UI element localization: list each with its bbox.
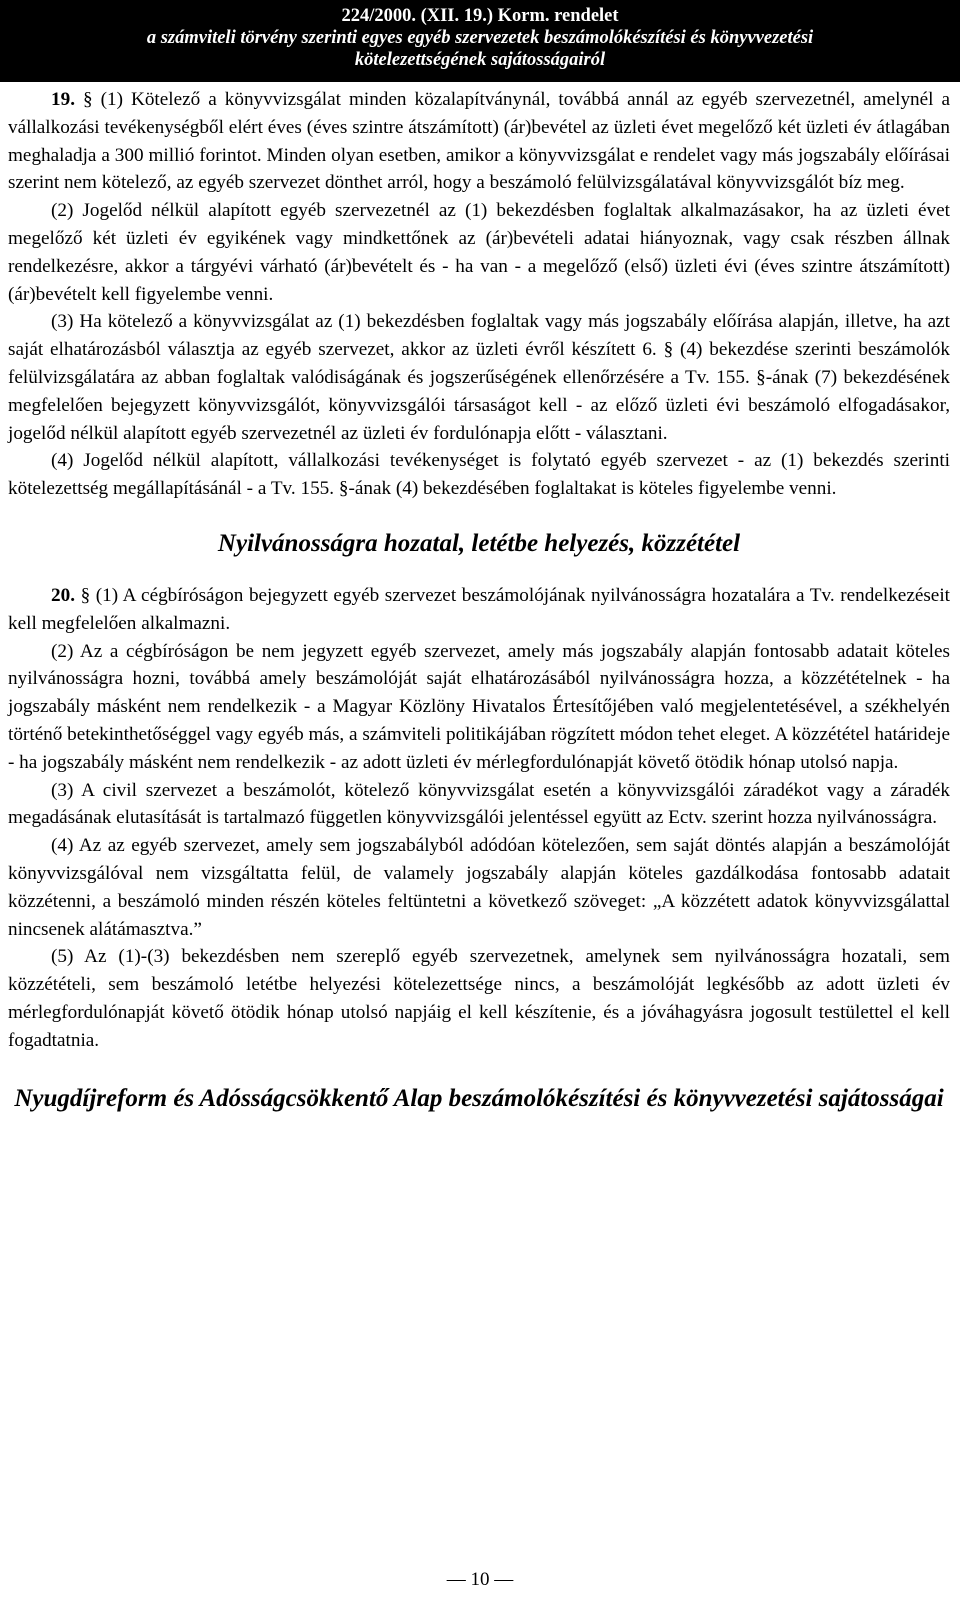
section-heading: Nyilvánosságra hozatal, letétbe helyezés, közzététel [217,529,741,557]
header-title: 224/2000. (XII. 19.) Korm. rendelet [341,6,619,26]
section-number: 20. [51,584,75,606]
section-20-paragraph-4: (4) Az az egyéb szervezet, amely sem jogszabályból adódóan kötelezően, sem saját döntés alapján a beszámolóját könyvvizsgálóval nem vizsgáltatta felül, de valamely jogszabály alapján köteles gazdálkodása fontosabb adatait közzétenni, a beszámoló minden részén köteles feltüntetni a következő szöveget: „A közzétett adatok könyvvizsgálattal nincsenek alátámasztva.” [8,835,950,940]
section-20-paragraph-2: (2) Az a cégbíróságon be nem jegyzett egyéb szervezet, amely más jogszabály alapján fontosabb adatait köteles nyilvánosságra hozni, továbbá amely beszámolóját saját elhatározásából nyilvánosságra hozza, a közzétételnek - ha jogszabály másként nem rendelkezik - a Magyar Közlöny Hivatalos Értesítőjében való megjelentetésével, a székhelyén történő betekinthetőséggel vagy egyéb más, a számviteli politikájában rögzített módon tehet eleget. A közzététel határideje - ha jogszabály másként nem rendelkezik - az adott üzleti év mérlegfordulónapját követő ötödik hónap utolsó napja. [8,640,950,773]
section-19-paragraph-2: (2) Jogelőd nélkül alapított egyéb szervezetnél az (1) bekezdésben foglaltak alkalmazásakor, ha az üzleti évet megelőző két üzleti év egyikének vagy mindkettőnek az (ár)bevételi adatai hiányoznak, vagy csak részben állnak rendelkezésre, akkor a tárgyévi várható (ár)bevételt és - ha van - a megelőző (első) üzleti évi (éves szintre átszámított) (ár)bevételt kell figyelembe venni. [8,200,950,305]
section-19-paragraph-4: (4) Jogelőd nélkül alapított, vállalkozási tevékenységet is folytató egyéb szervezet - az (1) bekezdés szerinti kötelezettség megállapításánál - a Tv. 155. §-ának (4) bekezdésében foglaltakat is köteles figyelembe venni. [8,450,950,500]
section-heading: Nyugdíjreform és Adósságcsökkentő Alap beszámolókészítési és könyvvezetési sajátosságai [14,1084,944,1112]
document-body [8,86,950,1116]
section-number: 19. [51,89,75,110]
paragraph-text: § (1) Kötelező a könyvvizsgálat minden közalapítványnál, továbbá annál az egyéb szervezetnél, amelynél a vállalkozási tevékenységből elért éves (éves szintre átszámított) (ár)bevétel az üzleti évet megelőző két üzleti év átlagában meghaladja a 300 millió forintot. Minden olyan esetben, amikor a könyvvizsgálat e rendelet vagy más jogszabály előírásai szerint nem kötelező, az egyéb szervezet dönthet arról, hogy a beszámoló felülvizsgálatával könyvvizsgálót bíz meg. [8,89,950,194]
section-20-paragraph-3: (3) A civil szervezet a beszámolót, kötelező könyvvizsgálat esetén a könyvvizsgálói záradékot vagy a záradék megadásának elutasítását is tartalmazó független könyvvizsgálói jelentéssel együtt az Ectv. szerint hozza nyilvánosságra. [8,779,950,829]
section-19-paragraph-3: (3) Ha kötelező a könyvvizsgálat az (1) bekezdésben foglaltak vagy más jogszabály előírása alapján, illetve, ha azt saját elhatározásból választja az egyéb szervezet, akkor az üzleti évről készített 6. § (4) bekezdése szerinti beszámolók felülvizsgálatára az abban foglaltak valódiságának és jogszerűségének ellenőrzésére a Tv. 155. §-ának (7) bekezdésének megfelelően bejegyzett könyvvizsgálót, könyvvizsgálói társaságot kell - az előző üzleti évi beszámoló elfogadásakor, jogelőd nélkül alapított egyéb szervezetnél az üzleti év fordulónapja előtt - választani. [8,311,950,444]
running-header [0,0,960,82]
page-number: — 10 — [446,1569,514,1590]
header-subtitle-line-1: a számviteli törvény szerinti egyes egyéb szervezetek beszámolókészítési és könyvvezetési [146,28,814,48]
paragraph-text: § (1) A cégbíróságon bejegyzett egyéb szervezet beszámolójának nyilvánosságra hozatalára a Tv. rendelkezéseit kell megfelelően alkalmazni. [8,584,950,634]
section-20-paragraph-1 [8,582,950,638]
section-19-paragraph-1 [8,86,950,197]
header-subtitle-line-2: kötelezettségének sajátosságairól [354,50,606,70]
section-20-paragraph-5: (5) Az (1)-(3) bekezdésben nem szereplő egyéb szervezetnek, amelynek sem nyilvánosságra hozatali, sem közzétételi, sem beszámoló letétbe helyezési kötelezettsége nincs, a beszámolóját legkésőbb az adott üzleti év mérlegfordulónapját követő ötödik hónap utolsó napjáig el kell készítenie, és a jóváhagyásra jogosult testülettel el kell fogadtatnia. [8,946,950,1051]
